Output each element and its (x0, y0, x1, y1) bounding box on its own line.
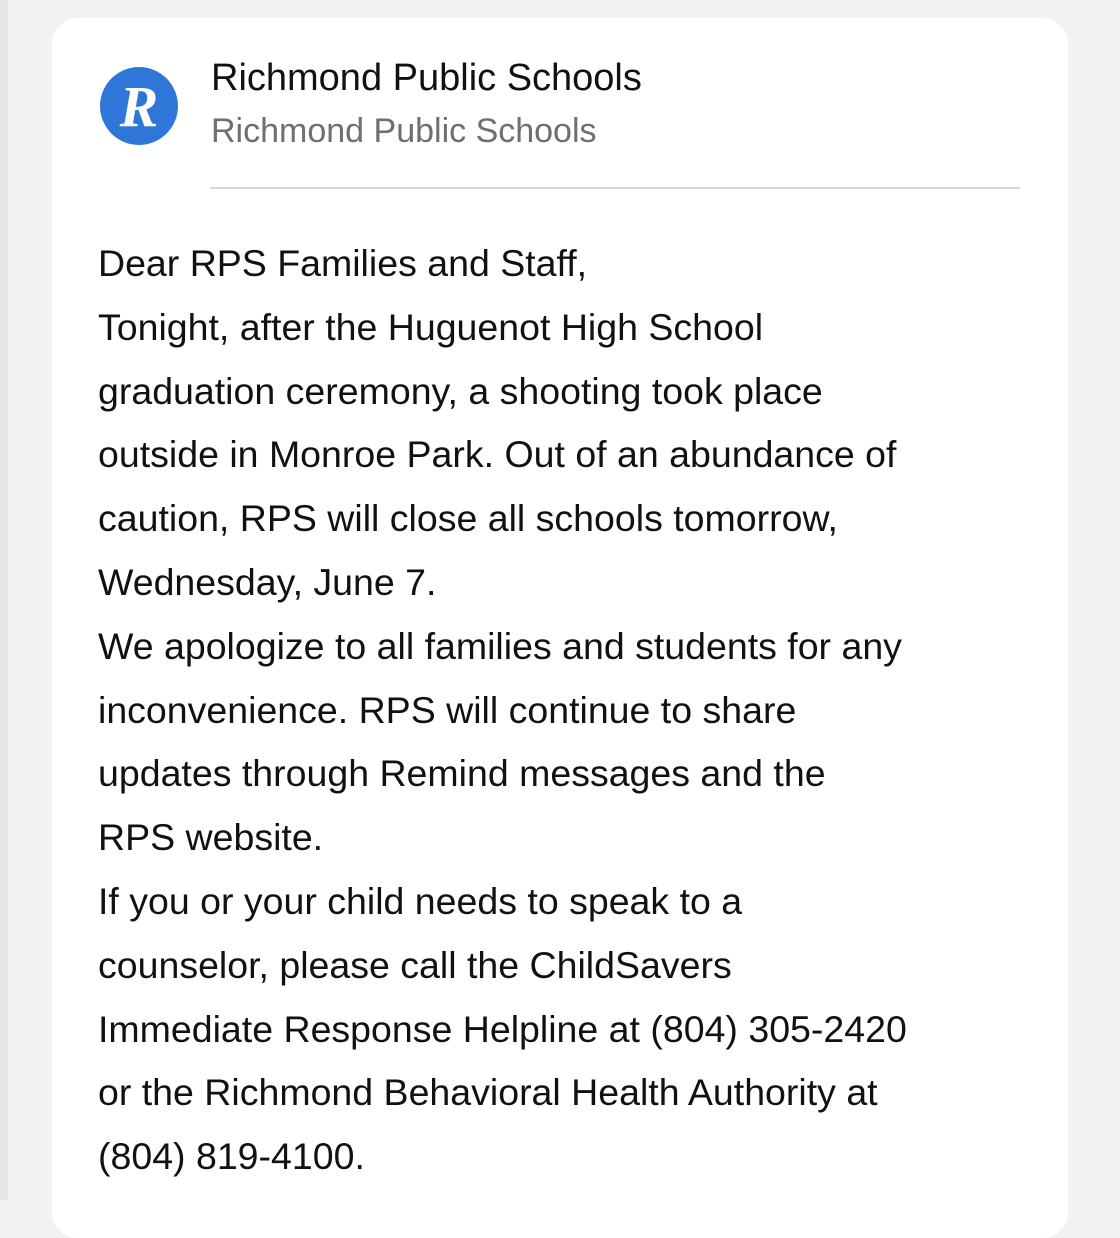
message-body (98, 232, 1038, 1189)
sender-name[interactable]: Richmond Public Schools (211, 57, 642, 99)
message-line: RPS website. (98, 816, 324, 859)
message-line: updates through Remind messages and the (98, 752, 826, 795)
message-line: (804) 819-4100. (98, 1135, 365, 1178)
message-line: counselor, please call the ChildSavers (98, 943, 732, 986)
message-line: caution, RPS will close all schools tomorrow, (98, 497, 838, 540)
message-line: inconvenience. RPS will continue to share (98, 688, 797, 731)
left-edge-strip (0, 0, 8, 1200)
sender-avatar[interactable] (100, 67, 178, 145)
message-line: Tonight, after the Huguenot High School (98, 305, 764, 348)
message-line: Immediate Response Helpline at (804) 305-2420 (98, 1007, 907, 1050)
message-header (52, 18, 1068, 208)
message-line: outside in Monroe Park. Out of an abundance of (98, 433, 897, 476)
message-card (52, 18, 1068, 1238)
message-line: Dear RPS Families and Staff, (98, 242, 588, 284)
message-line: or the Richmond Behavioral Health Authority at (98, 1071, 878, 1114)
message-line: graduation ceremony, a shooting took place (98, 369, 823, 412)
message-line: If you or your child needs to speak to a (98, 879, 743, 922)
avatar-letter: R (119, 74, 159, 139)
header-divider (210, 187, 1020, 189)
sender-subtitle: Richmond Public Schools (211, 112, 597, 150)
message-line: We apologize to all families and students for any (98, 624, 902, 667)
message-line: Wednesday, June 7. (98, 560, 437, 603)
